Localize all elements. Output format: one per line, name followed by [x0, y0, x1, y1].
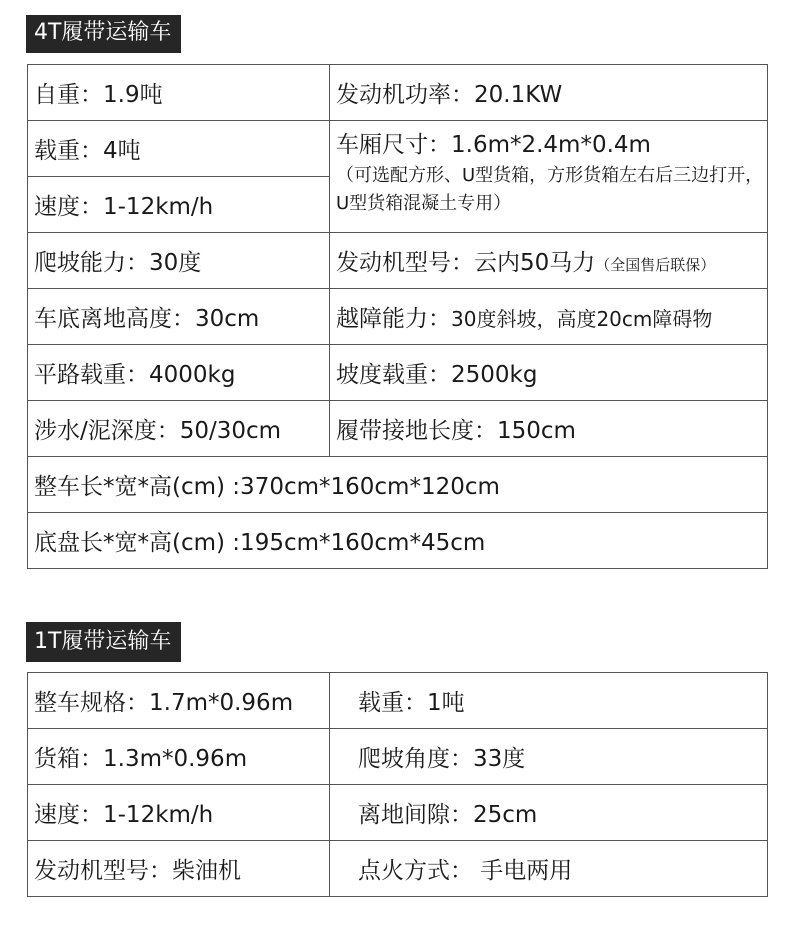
chassis-size-cell: 底盘长*宽*高(cm) :195cm*160cm*45cm: [28, 513, 768, 569]
table-row: [28, 673, 768, 729]
spec-cell: 离地间隙：25cm: [330, 785, 768, 841]
engine-model: 发动机型号：云内50马力: [336, 250, 596, 276]
table-row: [28, 457, 768, 513]
table-row: [28, 121, 768, 177]
spec-cell: 载重：4吨: [28, 121, 330, 177]
spec-cell: [330, 233, 768, 289]
spec-cell: 坡度载重：2500kg: [330, 345, 768, 401]
table-row: [28, 345, 768, 401]
cargo-box-size: 车厢尺寸：1.6m*2.4m*0.4m: [336, 132, 651, 158]
cargo-box-cell: [330, 121, 768, 233]
spec-cell: 货箱：1.3m*0.96m: [28, 729, 330, 785]
obstacle-value: 30度斜坡，高度20cm障碍物: [451, 307, 713, 331]
spec-cell: 涉水/泥深度：50/30cm: [28, 401, 330, 457]
spec-cell: 平路载重：4000kg: [28, 345, 330, 401]
table-row: [28, 65, 768, 121]
section-title-4t: 4T履带运输车: [26, 15, 181, 53]
table-row: [28, 785, 768, 841]
obstacle-label: 越障能力：: [336, 306, 451, 332]
spec-cell: 爬坡角度：33度: [330, 729, 768, 785]
table-row: [28, 289, 768, 345]
spec-cell: 自重：1.9吨: [28, 65, 330, 121]
spec-cell: 速度：1-12km/h: [28, 177, 330, 233]
table-row: [28, 513, 768, 569]
spec-table-4t: [27, 64, 768, 569]
spec-cell: 整车规格：1.7m*0.96m: [28, 673, 330, 729]
cargo-box-note: （可选配方形、U型货箱，方形货箱左右后三边打开，U型货箱混凝土专用）: [336, 165, 764, 214]
spec-cell: 点火方式： 手电两用: [330, 841, 768, 897]
spec-cell: 发动机功率：20.1KW: [330, 65, 768, 121]
spec-cell: 载重：1吨: [330, 673, 768, 729]
spec-cell: 爬坡能力：30度: [28, 233, 330, 289]
spec-table-1t: [27, 672, 768, 897]
table-row: [28, 233, 768, 289]
table-row: [28, 401, 768, 457]
spec-cell: 发动机型号：柴油机: [28, 841, 330, 897]
spec-cell: [330, 289, 768, 345]
section-title-1t: 1T履带运输车: [26, 622, 181, 662]
spec-cell: 履带接地长度：150cm: [330, 401, 768, 457]
full-size-cell: 整车长*宽*高(cm) :370cm*160cm*120cm: [28, 457, 768, 513]
table-row: [28, 729, 768, 785]
spec-cell: 车底离地高度：30cm: [28, 289, 330, 345]
spec-cell: 速度：1-12km/h: [28, 785, 330, 841]
engine-warranty-note: （全国售后联保）: [595, 256, 716, 274]
table-row: [28, 841, 768, 897]
